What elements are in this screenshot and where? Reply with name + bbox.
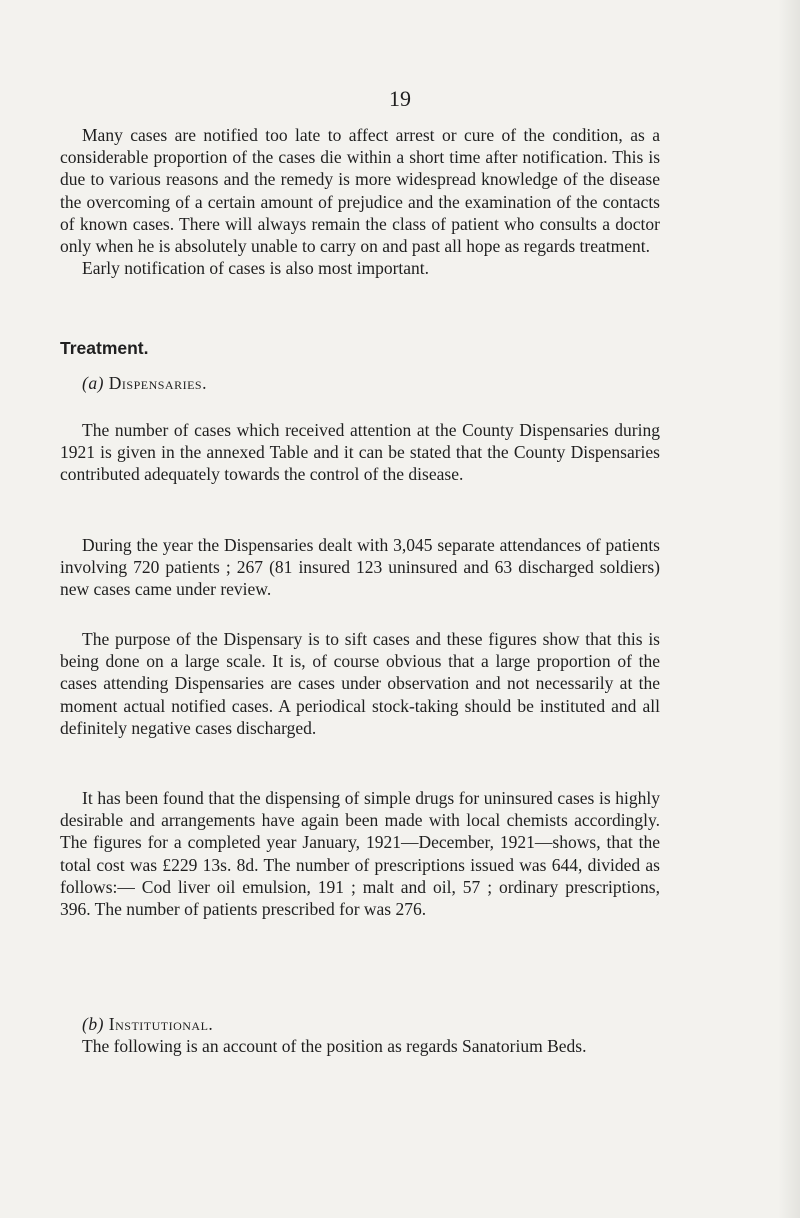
dispensaries-letter: (a): [82, 373, 104, 393]
dispensaries-title: Dispensaries.: [108, 373, 207, 393]
page-number: 19: [389, 86, 411, 111]
dispensaries-p2-block: [60, 534, 660, 601]
dispensaries-p1-block: [60, 419, 660, 486]
page-edge-shadow: [778, 0, 800, 1218]
intro-paragraph-1: Many cases are notified too late to affect arrest or cure of the condition, as a considerable proportion of the cases die within a short time after notification. This is due to various reasons and the remedy is more widespread knowledge of the disease the overcoming of a certain amount of prejudice and the examination of the contacts of known cases. There will always remain the class of patient who consults a doctor only when he is absolutely unable to carry on and past all hope as regards treatment.: [60, 125, 660, 257]
dispensaries-subheading: [60, 372, 660, 394]
dispensaries-paragraph-2: During the year the Dispensaries dealt with 3,045 separate attendances of patients involving 720 patients ; 267 (81 insured 123 uninsured and 63 discharged soldiers) new cases came under review.: [60, 535, 660, 600]
institutional-title: Institutional.: [108, 1014, 214, 1034]
institutional-paragraph-1: The following is an account of the position as regards Sanatorium Beds.: [82, 1036, 587, 1057]
institutional-subheading: [60, 1013, 660, 1035]
dispensaries-paragraph-1: The number of cases which received attention at the County Dispensaries during 1921 is given in the annexed Table and it can be stated that the County Dispensaries contributed adequately towards the control of the disease.: [60, 420, 660, 485]
intro-paragraph-2: Early notification of cases is also most important.: [82, 258, 430, 279]
dispensaries-paragraph-3: The purpose of the Dispensary is to sift cases and these figures show that this is being done on a large scale. It is, of course obvious that a large proportion of the cases attending Dispensaries are cases under observation and not necessarily at the moment actual notified cases. A periodical stock-taking should be instituted and all definitely negative cases discharged.: [60, 629, 660, 738]
dispensaries-paragraph-4: It has been found that the dispensing of simple drugs for uninsured cases is highly desirable and arrangements have again been made with local chemists accordingly. The figures for a completed year January, 1921—December, 1921—shows, that the total cost was £229 13s. 8d. The number of prescriptions issued was 644, divided as follows:— Cod liver oil emulsion, 191 ; malt and oil, 57 ; ordinary prescriptions, 396. The number of patients prescribed for was 276.: [60, 788, 660, 920]
institutional-section: [60, 1013, 660, 1057]
treatment-heading: Treatment.: [60, 338, 149, 358]
dispensaries-p4-block: [60, 787, 660, 920]
dispensaries-section: [60, 372, 660, 394]
institutional-letter: (b): [82, 1014, 104, 1034]
dispensaries-p3-block: [60, 628, 660, 739]
intro-section: [60, 124, 660, 279]
